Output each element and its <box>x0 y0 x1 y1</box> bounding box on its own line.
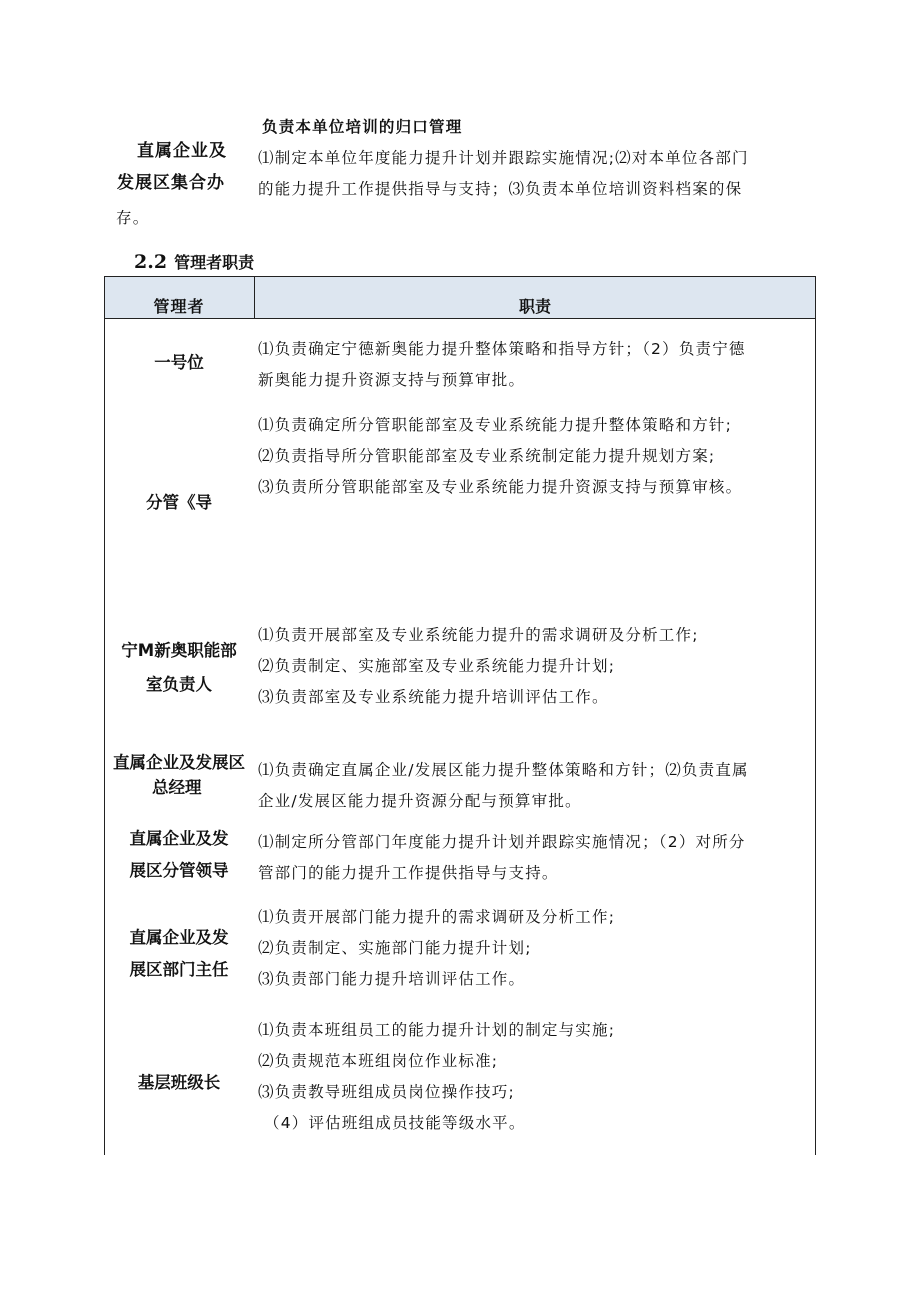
section-title: 管理者职责 <box>174 253 255 272</box>
duty-line: ⑶负责部门能力提升培训评估工作。 <box>258 970 526 988</box>
top-duty-title: 负责本单位培训的归口管理 <box>262 118 463 136</box>
role-label: 直属企业及发 <box>129 829 229 848</box>
duty-line: ⑴负责确定宁德新奥能力提升整体策略和指导方针；（2）负责宁德 <box>258 340 746 358</box>
duty-line: ⑵负责制定、实施部室及专业系统能力提升计划; <box>258 657 616 675</box>
table-row-role <box>104 750 254 800</box>
section-number: 2.2 <box>134 251 168 273</box>
duty-line: 新奥能力提升资源支持与预算审批。 <box>258 371 526 389</box>
table-row-duty <box>258 1015 615 1139</box>
role-label: 分管《导 <box>146 493 212 512</box>
section-heading <box>134 250 254 273</box>
role-label: 基层班级长 <box>137 1073 221 1092</box>
duty-line: ⑵负责规范本班组岗位作业标准; <box>258 1052 499 1070</box>
duty-line: （4）评估班组成员技能等级水平。 <box>264 1114 526 1132</box>
table-left-border <box>104 276 105 1155</box>
top-role-line-2: 发展区集合办 <box>117 173 225 193</box>
table-row-duty <box>258 755 749 817</box>
table-right-border <box>815 276 816 1155</box>
duty-line: ⑴负责开展部室及专业系统能力提升的需求调研及分析工作; <box>258 626 699 644</box>
duty-line: ⑴负责确定直属企业/发展区能力提升整体策略和方针；⑵负责直属 <box>258 761 749 779</box>
role-label: 宁M新奥职能部 <box>121 641 237 660</box>
table-top-border <box>104 276 816 277</box>
table-row-duty <box>258 334 746 396</box>
role-label: 室负责人 <box>146 675 212 694</box>
duty-line: ⑴负责本班组员工的能力提升计划的制定与实施; <box>258 1021 616 1039</box>
header-duties: 职责 <box>518 297 551 316</box>
duty-line: ⑵负责制定、实施部门能力提升计划; <box>258 939 532 957</box>
duty-line: 企业/发展区能力提升资源分配与预算审批。 <box>258 792 582 810</box>
duty-line: ⑶负责教导班组成员岗位操作技巧; <box>258 1083 515 1101</box>
top-role-line-1: 直属企业及 <box>137 141 227 161</box>
table-row-role <box>104 350 254 375</box>
top-duty-line-3: 存。 <box>116 209 150 227</box>
top-duty-line-1: ⑴制定本单位年度能力提升计划并跟踪实施情况;⑵对本单位各部门 <box>258 149 749 167</box>
top-duty-line-2: 的能力提升工作提供指导与支持；⑶负责本单位培训资料档案的保 <box>258 180 743 198</box>
duty-line: ⑵负责指导所分管职能部室及专业系统制定能力提升规划方案; <box>258 447 716 465</box>
table-row-role <box>104 1070 254 1095</box>
role-label: 直属企业及发展区 <box>113 753 245 772</box>
table-row-role <box>104 826 254 883</box>
role-label: 直属企业及发 <box>129 928 229 947</box>
table-row-duty <box>258 620 699 713</box>
duty-line: ⑴负责开展部门能力提升的需求调研及分析工作; <box>258 908 616 926</box>
role-label: 总经理 <box>152 778 202 797</box>
role-label: 展区部门主任 <box>129 960 229 979</box>
role-label: 展区分管领导 <box>129 861 229 880</box>
table-row-role <box>104 925 254 982</box>
table-row-duty <box>258 902 615 995</box>
duty-line: ⑴制定所分管部门年度能力提升计划并跟踪实施情况；（2）对所分 <box>258 833 746 851</box>
table-row-duty <box>258 410 742 503</box>
duty-line: 管部门的能力提升工作提供指导与支持。 <box>258 864 559 882</box>
duty-line: ⑴负责确定所分管职能部室及专业系统能力提升整体策略和方针; <box>258 416 733 434</box>
table-row-role <box>104 638 254 697</box>
duty-line: ⑶负责部室及专业系统能力提升培训评估工作。 <box>258 688 609 706</box>
header-manager: 管理者 <box>153 297 205 316</box>
table-row-duty <box>258 827 746 889</box>
role-label: 一号位 <box>154 353 204 372</box>
duty-line: ⑶负责所分管职能部室及专业系统能力提升资源支持与预算审核。 <box>258 478 743 496</box>
table-header-bottom-border <box>104 318 816 319</box>
table-row-role <box>104 490 254 515</box>
